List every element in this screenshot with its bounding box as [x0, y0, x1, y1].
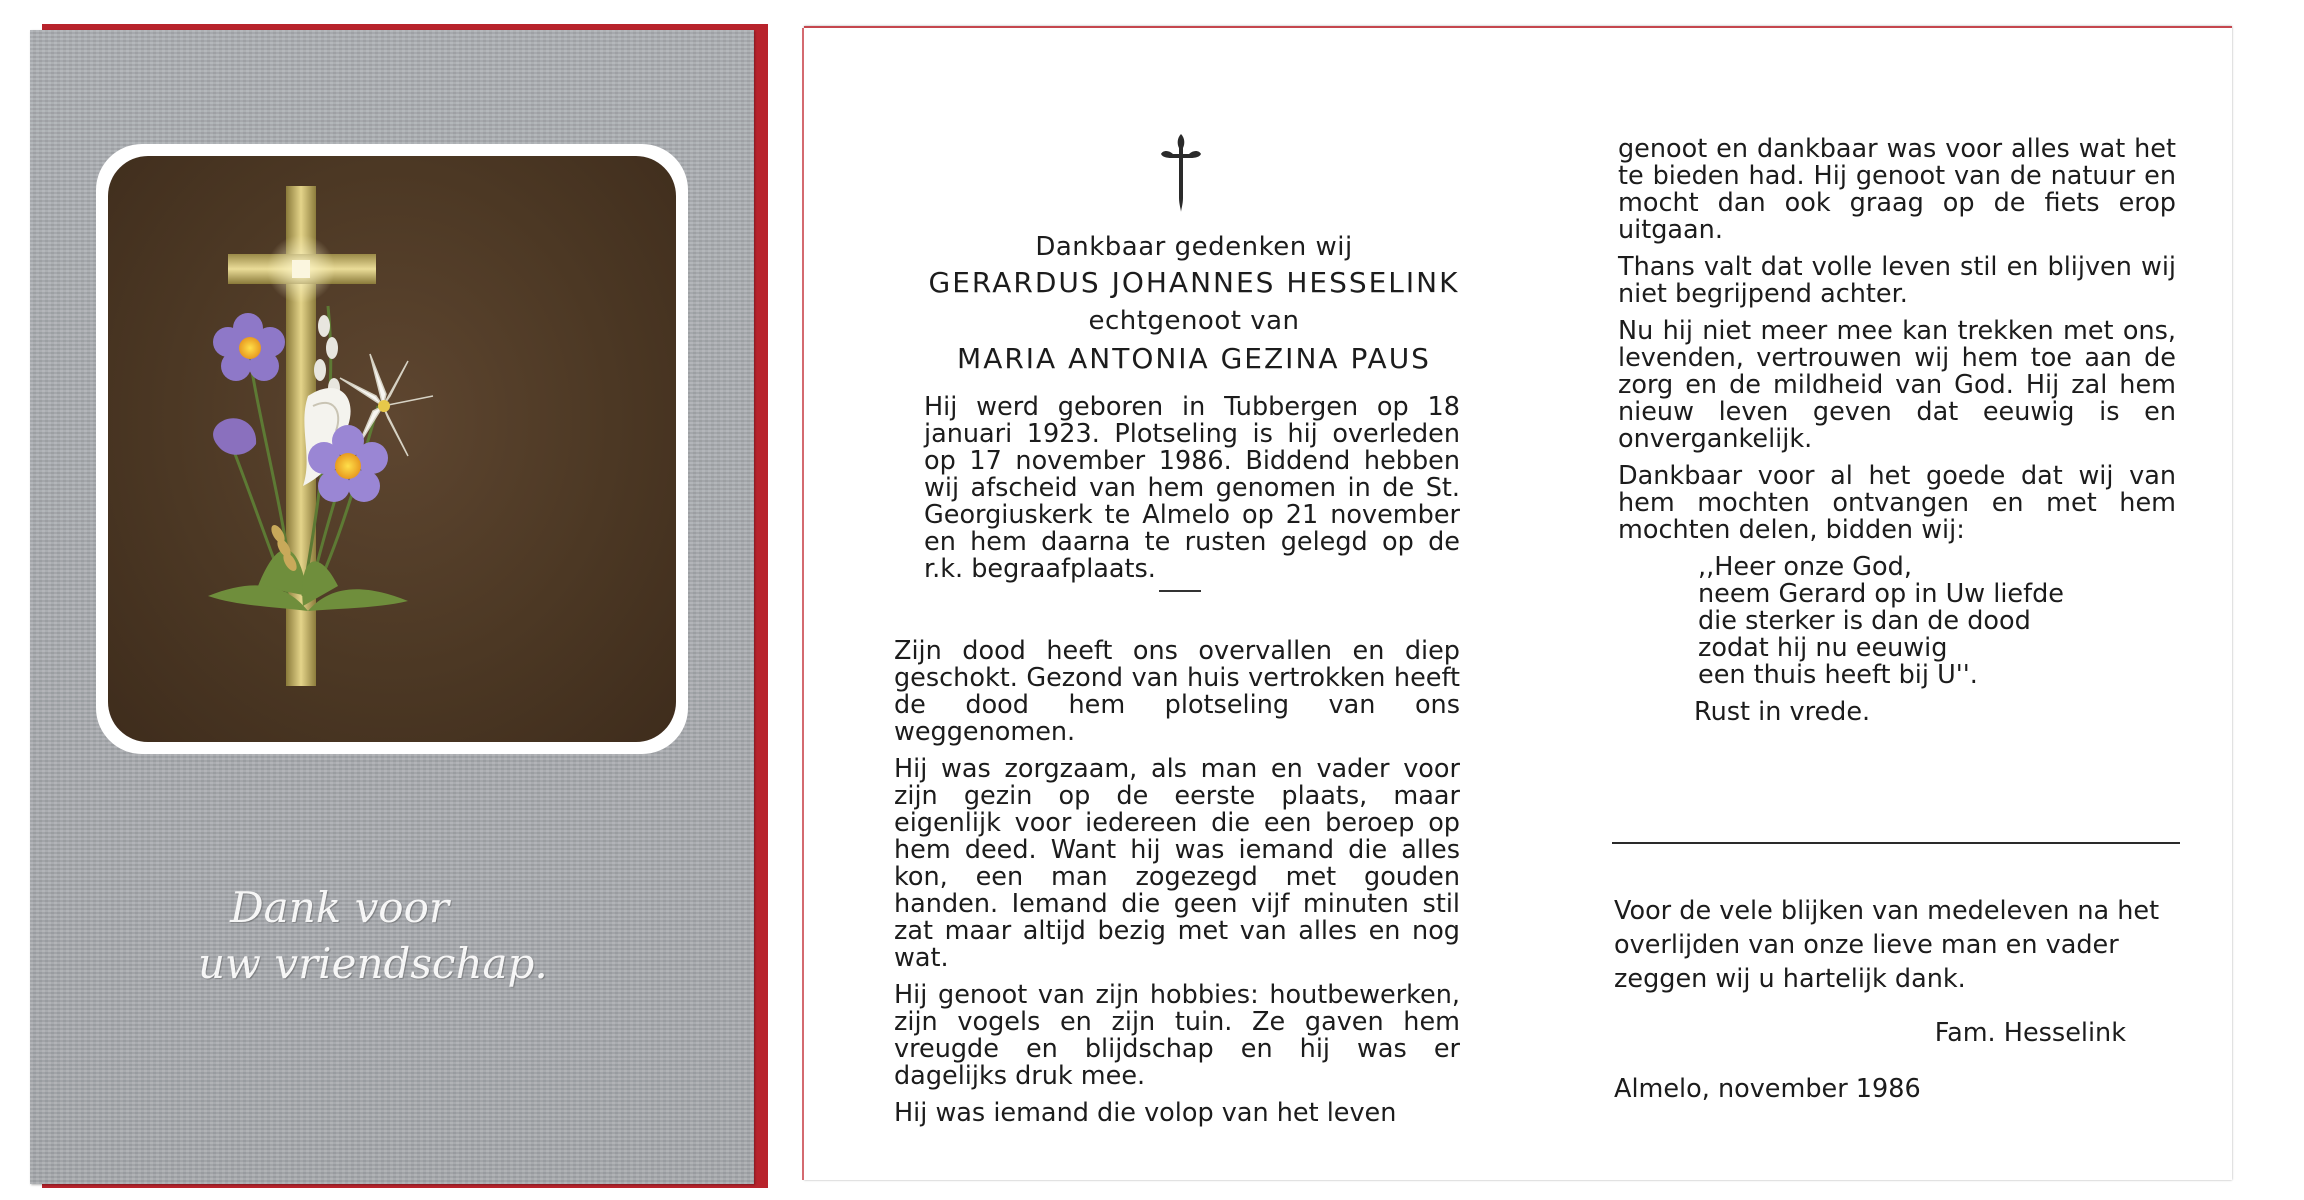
right-column-text [1618, 136, 2176, 726]
prayer-line: die sterker is dan de dood [1698, 606, 2031, 636]
paragraph: Zijn dood heeft ons overvallen en diep geschokt. Gezond van huis vertrokken heeft de dood hem plotseling van ons weggenomen. [894, 636, 1460, 747]
rest-in-peace: Rust in vrede. [1694, 697, 1871, 727]
prayer-line: een thuis heeft bij U''. [1698, 660, 1978, 690]
deceased-name: GERARDUS JOHANNES HESSELINK [928, 266, 1460, 299]
thank-you-text: Voor de vele blijken van medeleven na het overlijden van onze lieve man en vader zeggen wij u hartelijk dank. [1614, 896, 2160, 994]
prayer [1698, 554, 2176, 689]
paragraph: Dankbaar voor al het goede dat wij van hem mochten ontvangen en met hem mochten delen, bidden wij: [1618, 461, 2176, 545]
cross-icon [1159, 132, 1203, 214]
thanks-line-2: uw vriendschap. [198, 939, 548, 988]
paragraph: Hij was iemand die volop van het leven [894, 1098, 1397, 1128]
spouse-name: MARIA ANTONIA GEZINA PAUS [957, 342, 1431, 375]
paragraph: Nu hij niet meer mee kan trekken met ons, levenden, vertrouwen wij hem toe aan de zorg en de mildheid van God. Hij zal hem nieuw leven geven dat eeuwig is en onvergankelijk. [1618, 316, 2176, 454]
spouse-label: echtgenoot van [1088, 306, 1300, 336]
cross-and-flowers-illustration [108, 156, 676, 742]
divider-line [1612, 842, 2180, 844]
bio-paragraph [924, 394, 1460, 583]
thanks-script-text [198, 880, 690, 992]
card-front [30, 30, 754, 1184]
intro-text: Dankbaar gedenken wij [1035, 232, 1353, 262]
prayer-line: zodat hij nu eeuwig [1698, 633, 1948, 663]
thanks-line-1: Dank voor [230, 883, 449, 932]
place-date: Almelo, november 1986 [1614, 1074, 1921, 1104]
thank-you-message [1614, 894, 2174, 996]
card-inside [804, 26, 2232, 1180]
short-divider [1159, 590, 1201, 592]
paragraph: Thans valt dat volle leven stil en blijven wij niet begrijpend achter. [1618, 252, 2176, 309]
paragraph: Hij genoot van zijn hobbies: houtbewerken, zijn vogels en zijn tuin. Ze gaven hem vreugde en blijdschap en hij was er dagelijks druk mee. [894, 980, 1460, 1091]
family-signature: Fam. Hesselink [1934, 1018, 2126, 1048]
paragraph: Hij was zorgzaam, als man en vader voor zijn gezin op de eerste plaats, maar eigenlijk voor iedereen die een beroep op hem deed. Want hij was iemand die alles kon, een man zogezegd met gouden handen. Iemand die geen vijf minuten stil zat maar altijd bezig met van alles en nog wat. [894, 754, 1460, 973]
bio-text: Hij werd geboren in Tubbergen op 18 januari 1923. Plotseling is hij overleden op 17 november 1986. Biddend hebben wij afscheid van hem genomen in de St. Georgiuskerk te Almelo op 21 november en hem daarna te rusten gelegd op de r.k. begraafplaats. [924, 392, 1460, 584]
prayer-line: ,,Heer onze God, [1698, 552, 1912, 582]
left-column-text [894, 638, 1460, 1137]
prayer-line: neem Gerard op in Uw liefde [1698, 579, 2064, 609]
cross-flowers-icon [108, 156, 676, 742]
photo-frame [96, 144, 688, 754]
paragraph: genoot en dankbaar was voor alles wat het te bieden had. Hij genoot van de natuur en mocht dan ook graag op de fiets erop uitgaan. [1618, 134, 2176, 245]
